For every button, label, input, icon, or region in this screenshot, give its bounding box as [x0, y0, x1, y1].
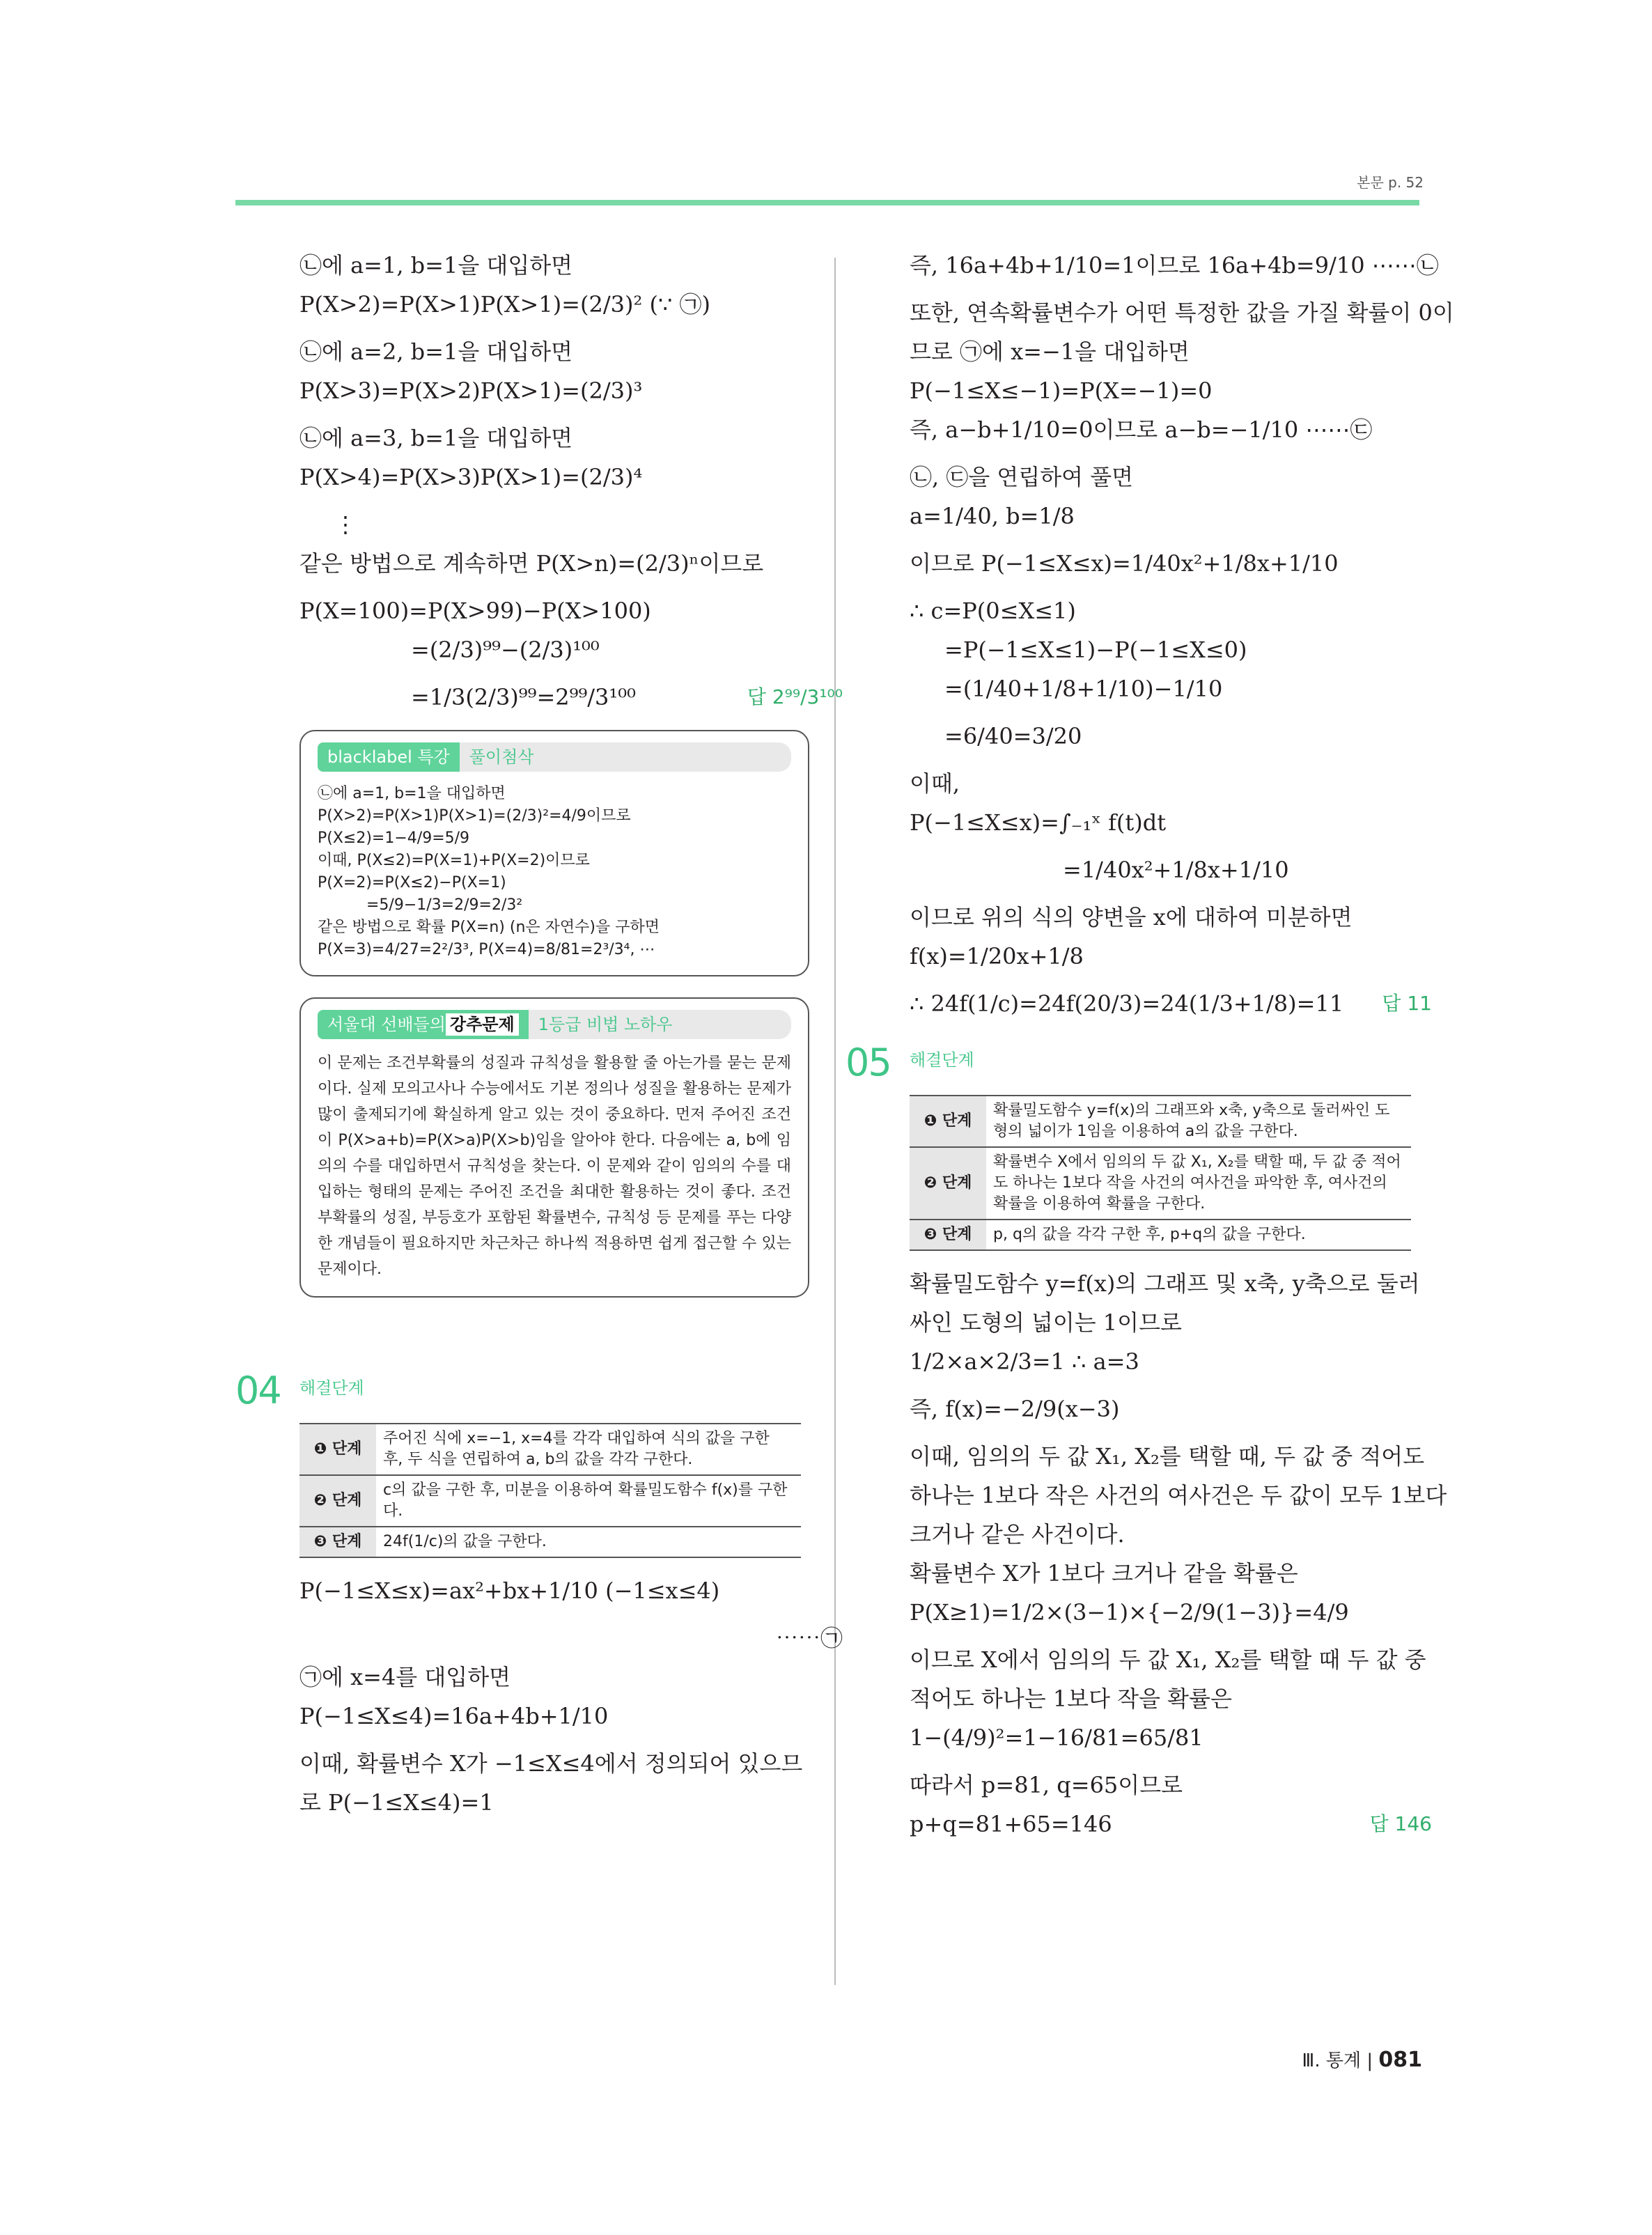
step-label: ❷ 단계 [299, 1475, 376, 1527]
steps-table [299, 1423, 801, 1558]
solution-line-text: =1/3(2/3)⁹⁹=2⁹⁹/3¹⁰⁰ [411, 684, 636, 710]
solution-line: f(x)=1/20x+1/8 [910, 943, 1084, 969]
solution-line: 즉, 16a+4b+1/10=1이므로 16a+4b=9/10 ⋯⋯㉡ [910, 252, 1439, 279]
table-row [910, 1096, 1411, 1147]
section-04-header [235, 1369, 843, 1416]
box-tag [318, 1010, 529, 1039]
solution-line: ∴ c=P(0≤X≤1) [910, 598, 1076, 624]
table-row [299, 1475, 801, 1527]
solution-line: 므로 ㉠에 x=−1을 대입하면 [910, 338, 1190, 365]
blacklabel-box [299, 730, 809, 976]
solution-line: =P(−1≤X≤1)−P(−1≤X≤0) [944, 637, 1247, 663]
solution-line: P(X≥1)=1/2×(3−1)×{−2/9(1−3)}=4/9 [910, 1599, 1349, 1626]
solution-line: P(−1≤X≤4)=16a+4b+1/10 [299, 1703, 609, 1729]
box-line: 같은 방법으로 확률 P(X=n) (n은 자연수)을 구하면 [318, 919, 660, 936]
solution-line: 이때, 임의의 두 값 X₁, X₂를 택할 때, 두 값 중 적어도 [910, 1443, 1425, 1470]
solution-line: 이므로 위의 식의 양변을 x에 대하여 미분하면 [910, 904, 1353, 930]
solution-line: =(2/3)⁹⁹−(2/3)¹⁰⁰ [411, 637, 600, 663]
answer-label: 답 146 [1369, 1812, 1432, 1835]
solution-line-text: p+q=81+65=146 [910, 1811, 1112, 1837]
solution-line: P(−1≤X≤x)=ax²+bx+1/10 (−1≤x≤4) [299, 1578, 720, 1604]
solution-line: 같은 방법으로 계속하면 P(X>n)=(2/3)ⁿ이므로 [299, 550, 764, 577]
step-label: ❶ 단계 [299, 1424, 376, 1475]
table-row [910, 1220, 1411, 1250]
solution-line: P(X>2)=P(X>1)P(X>1)=(2/3)² (∵ ㉠) [299, 291, 710, 318]
solution-line: 이때, 확률변수 X가 −1≤X≤4에서 정의되어 있으므 [299, 1750, 803, 1777]
solution-line: 이므로 X에서 임의의 두 값 X₁, X₂를 택할 때 두 값 중 [910, 1646, 1426, 1673]
box-tag-bold: 강추문제 [446, 1013, 519, 1036]
solution-line: ㉠에 x=4를 대입하면 [299, 1664, 511, 1690]
answer-label: 답 2⁹⁹/3¹⁰⁰ [747, 685, 843, 708]
solution-line: P(X=100)=P(X>99)−P(X>100) [299, 598, 651, 624]
section-number: 04 [235, 1369, 281, 1412]
section-number: 05 [846, 1041, 891, 1084]
solution-line: 확률밀도함수 y=f(x)의 그래프 및 x축, y축으로 둘러 [910, 1270, 1420, 1297]
solution-line: =(1/40+1/8+1/10)−1/10 [944, 676, 1223, 702]
step-label: ❷ 단계 [910, 1147, 986, 1220]
solution-line: ⋯⋯㉠ [775, 1625, 843, 1651]
box-header [318, 1010, 791, 1039]
box-line: P(X=3)=4/27=2²/3³, P(X=4)=8/81=2³/3⁴, ⋯ [318, 941, 655, 958]
step-label: ❸ 단계 [910, 1220, 986, 1250]
step-text: 24f(1/c)의 값을 구한다. [376, 1527, 801, 1557]
solution-line: 확률변수 X가 1보다 크거나 같을 확률은 [910, 1560, 1298, 1587]
solution-line: P(X>3)=P(X>2)P(X>1)=(2/3)³ [299, 377, 643, 404]
box-header [318, 742, 791, 772]
box-subtitle: 1등급 비법 노하우 [529, 1010, 791, 1039]
box-line: P(X>2)=P(X>1)P(X>1)=(2/3)²=4/9이므로 [318, 807, 631, 825]
solution-line [910, 1809, 1432, 1839]
answer-label: 답 11 [1382, 992, 1432, 1015]
step-text: 확률변수 X에서 임의의 두 값 X₁, X₂를 택할 때, 두 값 중 적어도 하나는 1보다 작을 사건의 여사건을 파악한 후, 여사건의 확률을 이용하여 확률을 구한다. [986, 1147, 1411, 1220]
box-tag: blacklabel 특강 [318, 742, 460, 772]
solution-line: 로 P(−1≤X≤4)=1 [299, 1789, 494, 1816]
solution-line: 또한, 연속확률변수가 어떤 특정한 값을 가질 확률이 0이 [910, 299, 1454, 326]
solution-line: P(−1≤X≤x)=∫₋₁ˣ f(t)dt [910, 809, 1167, 836]
box-line: ㉡에 a=1, b=1을 대입하면 [318, 785, 506, 802]
footer [1302, 2046, 1422, 2072]
solution-line: 1/2×a×2/3=1 ∴ a=3 [910, 1348, 1139, 1375]
solution-line: =1/40x²+1/8x+1/10 [1063, 857, 1289, 883]
right-column [846, 251, 1454, 1848]
header-rule [235, 200, 1419, 205]
section-title: 해결단계 [910, 1050, 974, 1070]
chapter-label: Ⅲ. 통계 [1302, 2050, 1362, 2071]
solution-line-text: ∴ 24f(1/c)=24f(20/3)=24(1/3+1/8)=11 [910, 990, 1344, 1017]
solution-line: 싸인 도형의 넓이는 1이므로 [910, 1309, 1182, 1336]
solution-line: ㉡에 a=1, b=1을 대입하면 [299, 252, 573, 279]
solution-line: ㉡, ㉢을 연립하여 풀면 [910, 464, 1134, 490]
solution-line: 적어도 하나는 1보다 작을 확률은 [910, 1685, 1232, 1712]
step-label: ❸ 단계 [299, 1527, 376, 1557]
step-text: p, q의 값을 각각 구한 후, p+q의 값을 구한다. [986, 1220, 1411, 1250]
solution-line: 즉, f(x)=−2/9(x−3) [910, 1396, 1120, 1422]
solution-line: ㉡에 a=2, b=1을 대입하면 [299, 338, 573, 365]
page-number: 081 [1378, 2048, 1422, 2072]
step-label: ❶ 단계 [910, 1096, 986, 1147]
step-text: 주어진 식에 x=−1, x=4를 각각 대입하여 식의 값을 구한 후, 두 식을 연립하여 a, b의 값을 각각 구한다. [376, 1424, 801, 1475]
solution-line: =6/40=3/20 [944, 723, 1082, 749]
section-05-header [846, 1041, 1432, 1088]
box-tag-prefix: 서울대 선배들의 [327, 1015, 446, 1034]
step-text: c의 값을 구한 후, 미분을 이용하여 확률밀도함수 f(x)를 구한다. [376, 1475, 801, 1527]
box-line: =5/9−1/3=2/9=2/3² [366, 896, 523, 914]
box-subtitle: 풀이첨삭 [460, 742, 791, 772]
solution-line: P(−1≤X≤−1)=P(X=−1)=0 [910, 377, 1213, 404]
box-paragraph: 이 문제는 조건부확률의 성질과 규칙성을 활용할 줄 아는가를 묻는 문제이다. 실제 모의고사나 수능에서도 기본 정의나 성질을 활용하는 문제가 많이 출제되기에 확실하게 알고 있는 것이 중요하다. 먼저 주어진 조건이 P(X>a+b)=P(X>a)P(X>b)임을 알아야 한다. 다음에는 a, b에 임의의 수를 대입하면서 규칙성을 찾는다. 이 문제와 같이 임의의 수를 대입하는 형태의 문제는 주어진 조건을 최대한 활용하는 것이 좋다. 조건부확률의 성질, 부등호가 포함된 확률변수, 규칙성 등 문제를 푸는 다양한 개념들이 필요하지만 차근차근 하나씩 적용하면 쉽게 접근할 수 있는 문제이다. [318, 1054, 791, 1278]
recommend-box [299, 997, 809, 1298]
solution-line [910, 989, 1432, 1018]
steps-table [910, 1095, 1411, 1251]
table-row [299, 1424, 801, 1475]
solution-line: 이때, [910, 770, 960, 797]
box-line: P(X≤2)=1−4/9=5/9 [318, 830, 470, 847]
solution-line: ㉡에 a=3, b=1을 대입하면 [299, 425, 573, 451]
solution-line: 즉, a−b+1/10=0이므로 a−b=−1/10 ⋯⋯㉢ [910, 416, 1373, 443]
box-line: 이때, P(X≤2)=P(X=1)+P(X=2)이므로 [318, 852, 590, 869]
solution-line: a=1/40, b=1/8 [910, 503, 1075, 529]
section-title: 해결단계 [299, 1378, 364, 1398]
solution-line: 1−(4/9)²=1−16/81=65/81 [910, 1724, 1203, 1751]
solution-line: 크거나 같은 사건이다. [910, 1521, 1125, 1548]
solution-line [299, 683, 843, 712]
solution-line: 이므로 P(−1≤X≤x)=1/40x²+1/8x+1/10 [910, 550, 1339, 577]
solution-line: 따라서 p=81, q=65이므로 [910, 1772, 1183, 1798]
page-reference: 본문 p. 52 [1357, 174, 1424, 191]
step-text: 확률밀도함수 y=f(x)의 그래프와 x축, y축으로 둘러싸인 도형의 넓이가 1임을 이용하여 a의 값을 구한다. [986, 1096, 1411, 1147]
table-row [910, 1147, 1411, 1220]
solution-line: P(X>4)=P(X>3)P(X>1)=(2/3)⁴ [299, 464, 643, 490]
table-row [299, 1527, 801, 1557]
left-column [235, 251, 843, 1827]
solution-line: 하나는 1보다 작은 사건의 여사건은 두 값이 모두 1보다 [910, 1482, 1447, 1509]
solution-line: ⋮ [334, 511, 357, 538]
footer-separator: | [1366, 2050, 1379, 2071]
box-line: P(X=2)=P(X≤2)−P(X=1) [318, 874, 506, 891]
